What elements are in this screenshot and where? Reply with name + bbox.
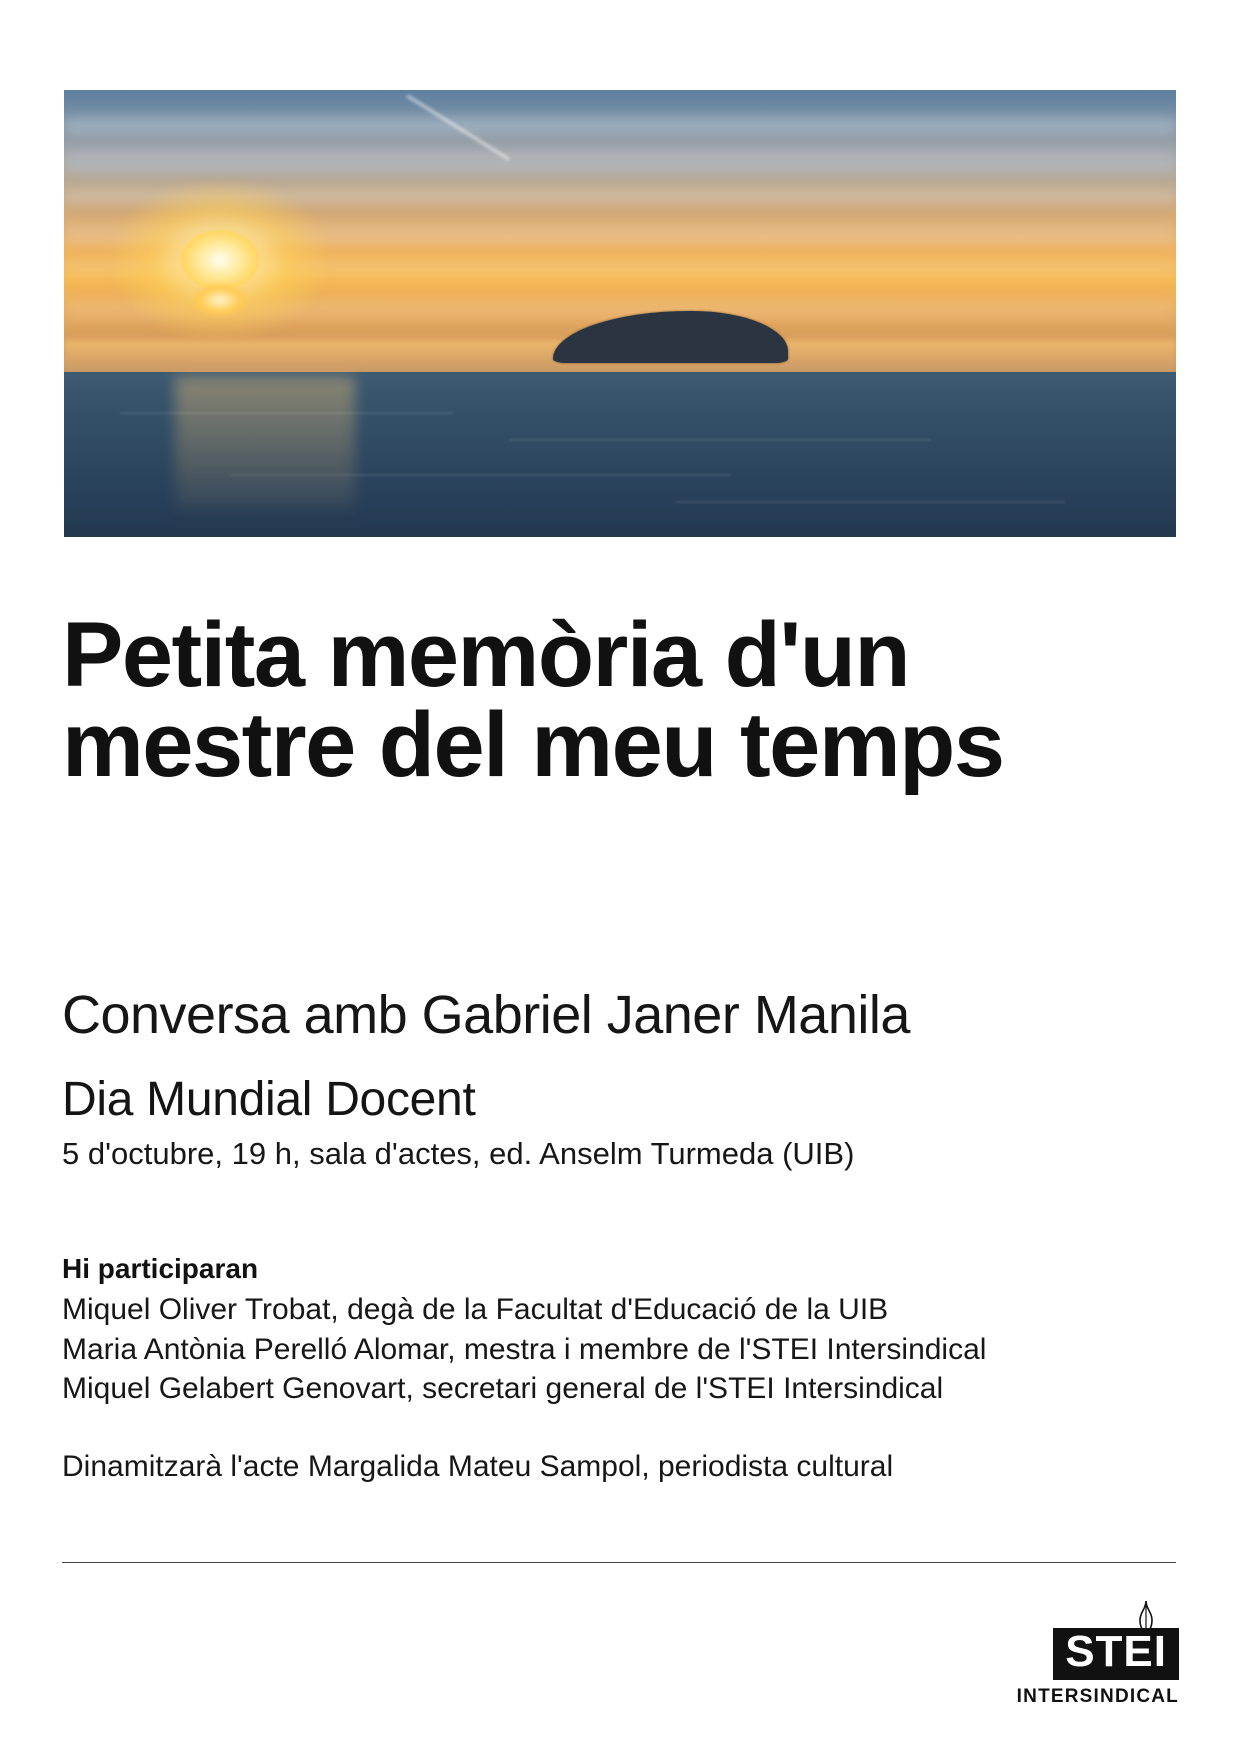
participant-item: Miquel Oliver Trobat, degà de la Facultat d'Educació de la UIB [62,1293,889,1326]
sun-reflection [190,283,250,317]
wave-line [676,501,1065,503]
event-datetime-location: 5 d'octubre, 19 h, sala d'actes, ed. Anselm Turmeda (UIB) [62,1136,855,1171]
wave-line [231,474,731,476]
participants-heading: Hi participaran [62,1253,259,1284]
divider [62,1562,1176,1563]
wave-line [509,439,932,441]
event-name: Dia Mundial Docent [62,1073,476,1126]
moderator-line: Dinamitzarà l'acte Margalida Mateu Sampol, periodista cultural [62,1450,894,1483]
stei-logo [989,1600,1179,1710]
sun-icon [181,230,259,290]
participant-item: Maria Antònia Perelló Alomar, mestra i membre de l'STEI Intersindical [62,1332,987,1366]
logo-wordmark: STEI [1053,1628,1179,1680]
page-title: Petita memòria d'un mestre del meu temps [62,603,1004,796]
participants-list [62,1290,1182,1409]
page-subtitle: Conversa amb Gabriel Janer Manila [62,984,910,1045]
wave-line [120,412,454,414]
logo-tagline: INTERSINDICAL [1016,1686,1179,1707]
participant-item: Miquel Gelabert Genovart, secretari general de l'STEI Intersindical [62,1372,944,1406]
cloud-band [64,117,1176,135]
hero-image [64,90,1176,537]
sun-path-on-water [175,376,355,510]
